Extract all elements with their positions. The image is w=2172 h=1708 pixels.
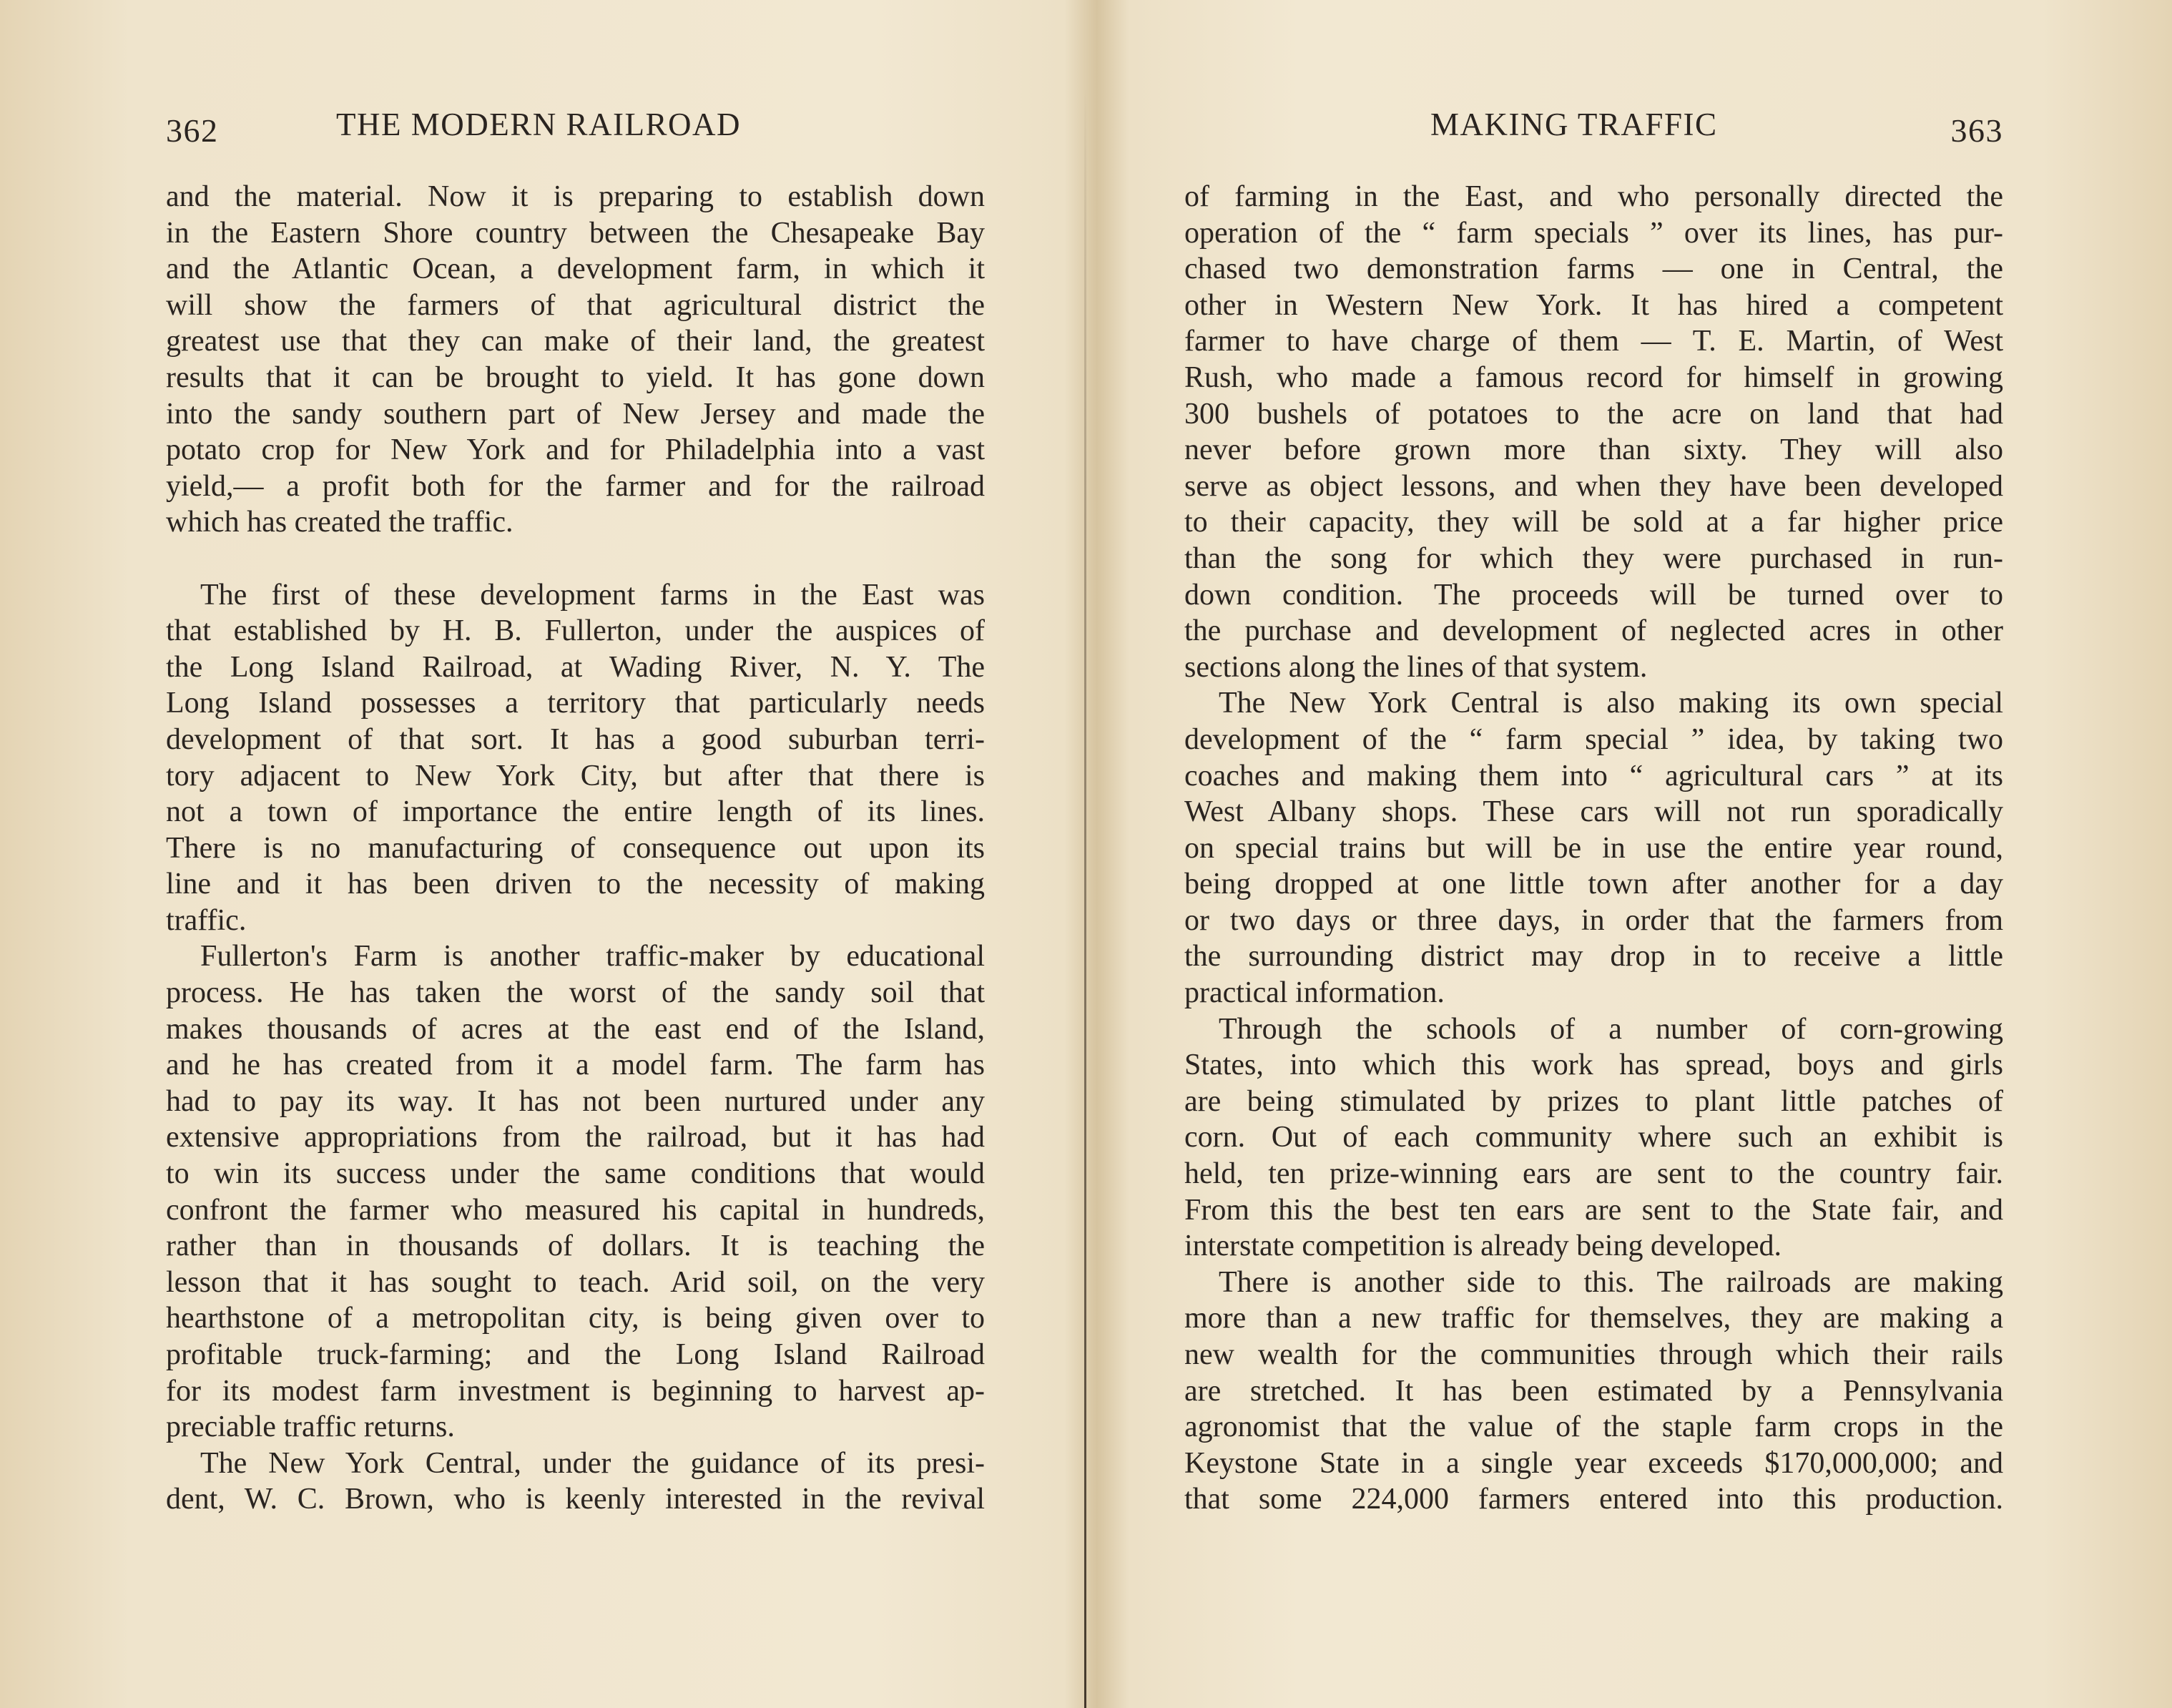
text-line: From this the best ten ears are sent to the State fair, and: [1184, 1193, 2003, 1227]
text-line: or two days or three days, in order that the farmers from: [1184, 903, 2003, 937]
text-line: development of the “ farm special ” idea, by taking two: [1184, 722, 2003, 756]
text-line: hearthstone of a metropolitan city, is being given over to: [166, 1302, 985, 1335]
text-line: results that it can be brought to yield. It has gone down: [166, 360, 985, 394]
page-number: 362: [166, 112, 219, 149]
text-line: Keystone State in a single year exceeds $170,000,000; and: [1184, 1446, 2003, 1480]
text-line: of farming in the East, and who personally directed the: [1184, 180, 2003, 213]
left-running-head: [166, 106, 985, 149]
text-line: are being stimulated by prizes to plant little patches of: [1184, 1084, 2003, 1118]
book-gutter: [1084, 86, 1086, 1708]
text-line: new wealth for the communities through which their rails: [1184, 1338, 2003, 1371]
text-line: to their capacity, they will be sold at a far higher price: [1184, 506, 2003, 539]
right-page-body: [1184, 179, 2003, 1518]
text-line: than the song for which they were purchased in run-: [1184, 541, 2003, 575]
text-line: The first of these development farms in the East was: [200, 578, 985, 612]
text-line: the Long Island Railroad, at Wading River, N. Y. The: [166, 650, 985, 684]
running-head-title: MAKING TRAFFIC: [1430, 107, 1718, 142]
text-line: the purchase and development of neglected acres in other: [1184, 614, 2003, 648]
text-line: and the material. Now it is preparing to establish down: [166, 180, 985, 213]
text-line: which has created the traffic.: [166, 506, 513, 539]
text-line: in the Eastern Shore country between the Chesapeake Bay: [166, 216, 985, 250]
text-line: to win its success under the same conditions that would: [166, 1157, 985, 1191]
text-line: coaches and making them into “ agricultural cars ” at its: [1184, 759, 2003, 792]
text-line: farmer to have charge of them — T. E. Martin, of West: [1184, 325, 2003, 358]
text-line: rather than in thousands of dollars. It is teaching the: [166, 1230, 985, 1263]
text-line: being dropped at one little town after another for a day: [1184, 868, 2003, 901]
running-head-title: THE MODERN RAILROAD: [336, 107, 741, 142]
text-line: process. He has taken the worst of the sandy soil that: [166, 976, 985, 1010]
text-line: potato crop for New York and for Philadelphia into a vast: [166, 433, 985, 467]
text-line: greatest use that they can make of their land, the greatest: [166, 325, 985, 358]
text-line: development of that sort. It has a good suburban terri-: [166, 722, 985, 756]
text-line: makes thousands of acres at the east end of the Island,: [166, 1012, 985, 1046]
text-line: operation of the “ farm specials ” over its lines, has pur-: [1184, 216, 2003, 250]
text-line: and he has created from it a model farm. The farm has: [166, 1049, 985, 1082]
left-page-body: [166, 179, 985, 1518]
text-line: more than a new traffic for themselves, they are making a: [1184, 1302, 2003, 1335]
text-line: line and it has been driven to the necessity of making: [166, 868, 985, 901]
text-line: the surrounding district may drop in to receive a little: [1184, 940, 2003, 973]
text-line: extensive appropriations from the railroad, but it has had: [166, 1121, 985, 1154]
text-line: never before grown more than sixty. They will also: [1184, 433, 2003, 467]
text-line: There is no manufacturing of consequence out upon its: [166, 831, 985, 865]
text-line: There is another side to this. The railroads are making: [1219, 1265, 2003, 1299]
text-line: States, into which this work has spread, boys and girls: [1184, 1049, 2003, 1082]
text-line: sections along the lines of that system.: [1184, 650, 1648, 684]
text-line: on special trains but will be in use the entire year round,: [1184, 831, 2003, 865]
text-line: serve as object lessons, and when they have been developed: [1184, 469, 2003, 503]
text-line: that established by H. B. Fullerton, under the auspices of: [166, 614, 985, 648]
right-running-head: [1184, 106, 2003, 149]
text-line: tory adjacent to New York City, but after that there is: [166, 759, 985, 792]
text-line: interstate competition is already being developed.: [1184, 1230, 1782, 1263]
text-line: yield,— a profit both for the farmer and for the railroad: [166, 469, 985, 503]
text-line: will show the farmers of that agricultural district the: [166, 288, 985, 322]
text-line: that some 224,000 farmers entered into this production.: [1184, 1483, 2003, 1516]
text-line: 300 bushels of potatoes to the acre on land that had: [1184, 397, 2003, 431]
text-line: The New York Central is also making its own special: [1219, 687, 2003, 720]
text-line: down condition. The proceeds will be turned over to: [1184, 578, 2003, 612]
text-line: preciable traffic returns.: [166, 1410, 455, 1444]
page-number: 363: [1950, 112, 2003, 149]
text-line: and the Atlantic Ocean, a development farm, in which it: [166, 252, 985, 286]
text-line: Fullerton's Farm is another traffic-maker by educational: [200, 940, 985, 973]
text-line: West Albany shops. These cars will not run sporadically: [1184, 795, 2003, 829]
section-gap: [166, 541, 985, 577]
text-line: agronomist that the value of the staple farm crops in the: [1184, 1410, 2003, 1444]
text-line: for its modest farm investment is beginning to harvest ap-: [166, 1374, 985, 1408]
text-line: Long Island possesses a territory that particularly needs: [166, 687, 985, 720]
text-line: profitable truck-farming; and the Long Island Railroad: [166, 1338, 985, 1371]
text-line: into the sandy southern part of New Jersey and made the: [166, 397, 985, 431]
text-line: dent, W. C. Brown, who is keenly interested in the revival: [166, 1483, 985, 1516]
text-line: Rush, who made a famous record for himself in growing: [1184, 360, 2003, 394]
text-line: not a town of importance the entire length of its lines.: [166, 795, 985, 829]
text-line: chased two demonstration farms — one in Central, the: [1184, 252, 2003, 286]
text-line: held, ten prize-winning ears are sent to the country fair.: [1184, 1157, 2003, 1191]
text-line: practical information.: [1184, 976, 1445, 1010]
text-line: Through the schools of a number of corn-growing: [1219, 1012, 2003, 1046]
text-line: are stretched. It has been estimated by a Pennsylvania: [1184, 1374, 2003, 1408]
text-line: The New York Central, under the guidance of its presi-: [200, 1446, 985, 1480]
text-line: lesson that it has sought to teach. Arid soil, on the very: [166, 1265, 985, 1299]
text-line: had to pay its way. It has not been nurtured under any: [166, 1084, 985, 1118]
text-line: other in Western New York. It has hired a competent: [1184, 288, 2003, 322]
text-line: corn. Out of each community where such an exhibit is: [1184, 1121, 2003, 1154]
text-line: traffic.: [166, 903, 247, 937]
text-line: confront the farmer who measured his capital in hundreds,: [166, 1193, 985, 1227]
